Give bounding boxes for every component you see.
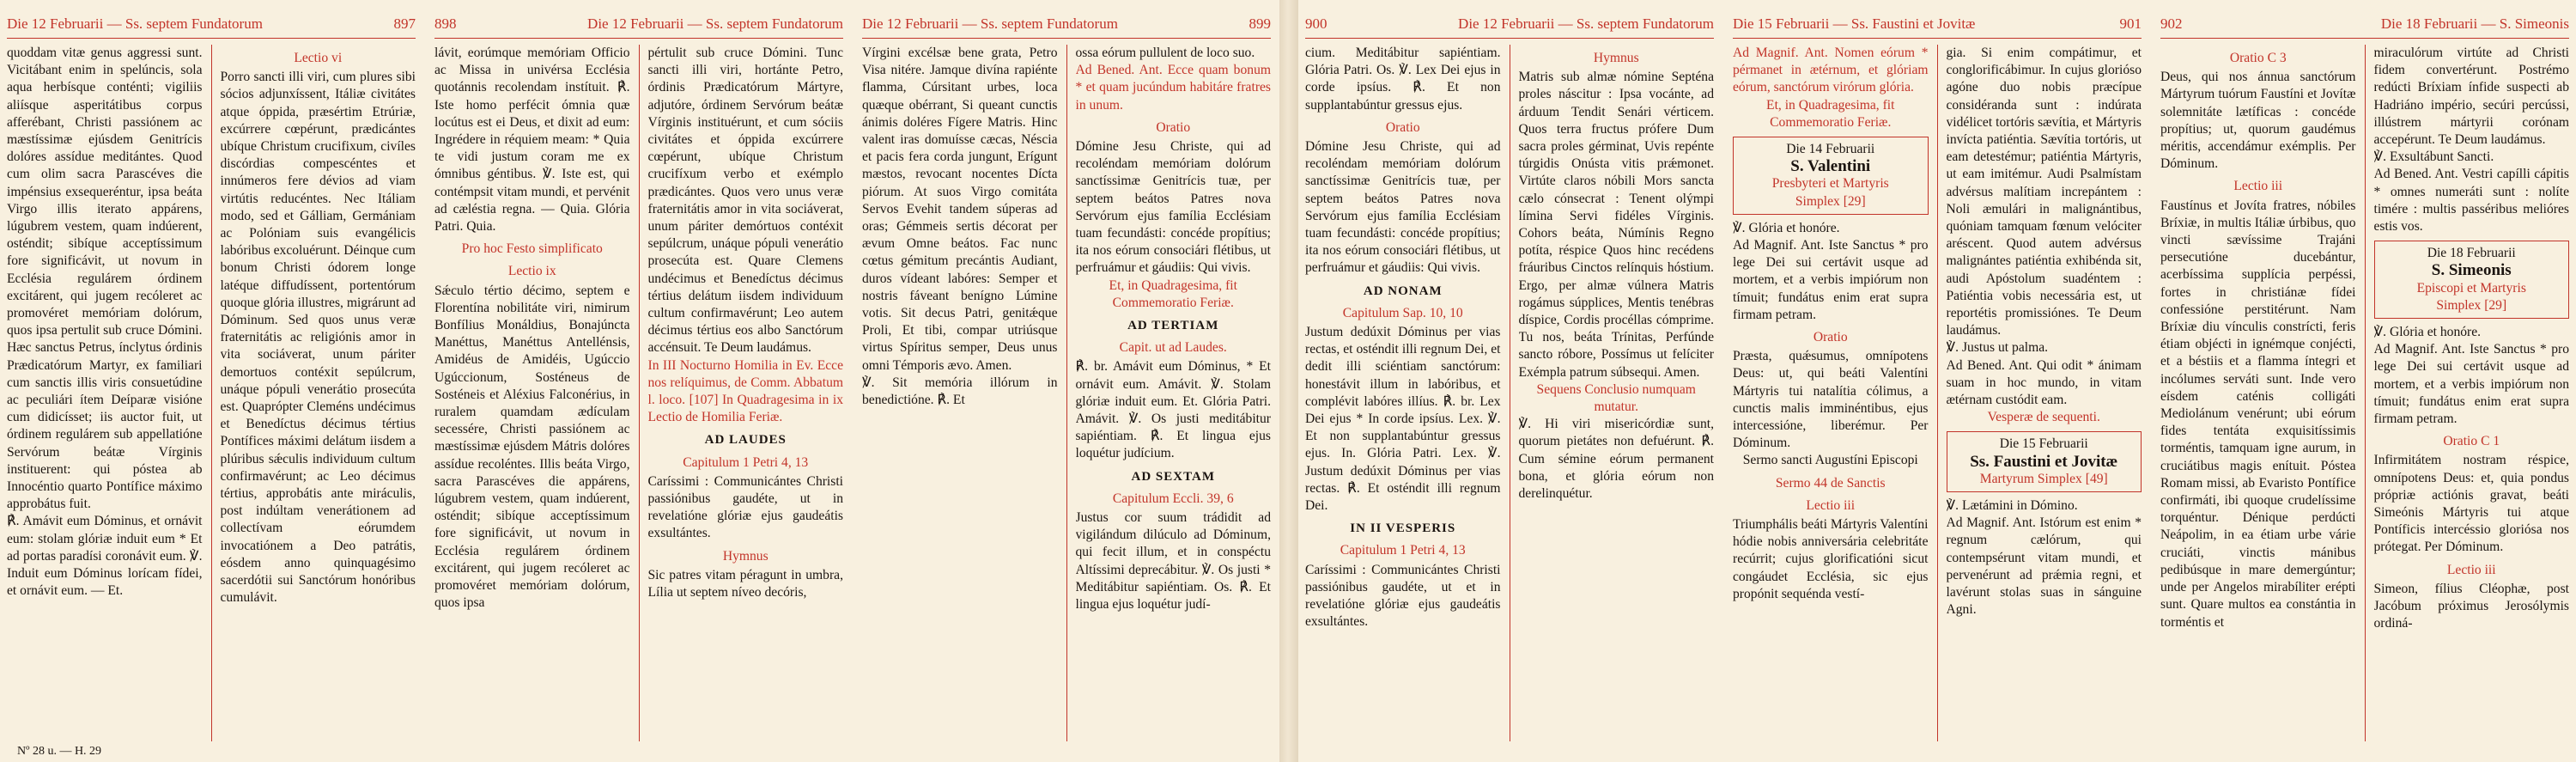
feast-class: Simplex [29] — [2436, 297, 2507, 313]
rubric: In III Nocturno Homilia in Ev. Ecce nos relíquimus, de Comm. Abbatum l. loco. [107] In Quadragesima in ix Lectio de Homilia Feriæ. — [647, 357, 843, 425]
versicle: ℣. Justus ut palma. — [1946, 340, 2049, 356]
oratio-heading: Oratio — [1385, 119, 1420, 135]
feast-date: Die 18 Februarii — [2427, 246, 2516, 261]
chapter-heading: Capitulum Eccli. 39, 6 — [1112, 491, 1234, 506]
chapter-text: Caríssimi : Communicántes Christi passiónibus gaudéte, ut et in revelatióne glóriæ ejus gaudeátis exsultántes. — [1305, 562, 1501, 630]
running-title: Die 18 Februarii — S. Simeonis — [2380, 15, 2569, 32]
oratio-heading: Oratio — [2229, 51, 2264, 65]
column-1 — [1305, 45, 1501, 741]
lesson-text: quoddam vitæ genus aggressi sunt. Vicitábant enim in spelúncis, sola aqua herbísque conténti; vigiliis aliísque asperitátibus corpus afferébant, Christi passiónem ac mæstíssimæ ejúsdem Genitrícis dolóres assídue meditántes. Quod cum olim sacra Parascéves die impénsius exsequeréntur, ipsa beáta Virgo illis iterato appárens, lúgubrem vestem, quam indúerent, osténdit; sibíque acceptíssimum fore significávit, ut novum in Ecclésia regulárem órdinem excitárent, qui jugem recóleret ac promovéret memóriam dolórum, quos ipsa pertulit sub cruce Dómini. Hæc sanctus Petrus, ínclytus órdinis Prædicatórum Martyr, ex familiari cum sanctis illis viris consuetúdine ac peculiári ítem Deíparæ visióne cum didicísset; iis auctor fuit, ut órdinem regulárem sub appellatióne Servórum beátæ Vírginis instituerent: qui póstea ab Innocéntio quarto Pontífice máximo approbátus fuit. — [7, 46, 203, 512]
page-897 — [0, 0, 422, 762]
sermon-title: Sermo sancti Augustíni Episcopi — [1742, 453, 1918, 468]
versicle: ℣. Exsultábunt Sancti. — [2373, 149, 2494, 165]
responsory: ℟. br. Amávit eum Dóminus, * Et ornávit eum. Amávit. ℣. Stolam glóriæ induit eum. Et. Glória Patri. Amávit. ℣. Os justi meditábitur sapiéntiam. ℟. Et lingua ejus loquétur judícium. — [1075, 359, 1271, 461]
feast-name: S. Simeonis — [2431, 261, 2512, 280]
lesson-text: Triumphális beáti Mártyris Valentíni hódie nobis anniversária celebritáte recúrrit; cujus glorificatióni sicut congáudet Ecclésia, sic ejus propónit sequénda vestí- — [1733, 517, 1929, 601]
chapter-heading: Capitulum 1 Petri 4, 13 — [1340, 543, 1466, 558]
feast-box — [1733, 137, 1929, 215]
sermon-ref: Sermo 44 de Sanctis — [1775, 475, 1886, 491]
hour-heading: AD NONAM — [1363, 283, 1443, 298]
column-2 — [2374, 45, 2570, 741]
lesson-text: lávit, eorúmque memóriam Officio ac Missa in univérsa Ecclésia quotánnis recolendam instítuit. ℟. Iste homo perfécit ómnia quæ locútus est ei Deus, et dixit ad eum: Ingrédere in réquiem meam: * Quia te vidi justum coram me ex ómnibus géntibus. ℣. Iste est, qui contémpsit vitam mundi, et pervénit ad cæléstia regna. — Quia. Glória Patri. Quia. — [434, 46, 630, 235]
lesson-heading: Lectio vi — [294, 51, 343, 65]
versicle-cont: ossa eórum pullulent de loco suo. — [1075, 46, 1255, 60]
signature-mark: Nº 28 u. — H. 29 — [17, 745, 102, 758]
lesson-text: Faustínus et Jovíta fratres, nóbiles Bríxiæ, in multis Itáliæ úrbibus, quo vincti sævíssime Trajáni persecutióne ducebántur, acerbíssima supplícia perpéssi, fortes in christiánæ fídei confessióne perstitérunt. Nam Bríxiæ diu vínculis constrícti, feris étiam objécti in ignémque conjécti, et a béstiis et a flamma íntegri et incólumes serváti sunt. Inde vero eísdem caténis colligáti Mediolánum venérunt; ubi eórum fides tentáta exquisitíssimis torméntis, tamquam igne aurum, in cruciátibus magis enítuit. Póstea Romam missi, ab Evaristo Pontífice confirmáti, ibi quoque crudelíssime torquéntur. Dénique perdúcti Neápolim, in ea étiam urbe várie cruciáti, vinctis mánibus pedibúsque in mare demergúntur; unde per Angelos mirabíliter erépti sunt. Quare multos ea constántia in torméntis et — [2160, 198, 2356, 630]
lesson-heading: Lectio iii — [2233, 179, 2283, 194]
column-1 — [7, 45, 203, 741]
antiphon: Ad Bened. Ant. Qui odit * ánimam suam in hoc mundo, in vitam ætérnam custódit eam. — [1946, 357, 2142, 408]
feast-rank: Episcopi et Martyris — [2416, 280, 2526, 296]
feast-class: Simplex [29] — [1795, 193, 1866, 209]
running-head — [1305, 12, 1714, 39]
book-gutter — [1278, 0, 1298, 762]
running-head — [2160, 12, 2569, 39]
oratio-heading: Oratio — [1156, 119, 1191, 135]
hour-heading: AD SEXTAM — [1131, 469, 1215, 484]
oratio-text: Infirmitátem nostram réspice, omnípotens Deus: et, quia pondus própriæ actiónis gravat, beáti Simeónis Mártyris tui atque Pontíficis intercéssio gloriósa nos prótegat. Per Dóminum. — [2373, 453, 2569, 555]
feast-box — [2374, 241, 2570, 319]
page-number: 902 — [2160, 15, 2183, 32]
page-number: 900 — [1305, 15, 1327, 32]
responsory: ℟. Amávit eum Dóminus, et ornávit eum: stolam glóriæ induit eum * Et ad portas paradísi coronávit eum. ℣. Induit eum Dóminus lorícam fídei, et ornávit eum. — Et. — [7, 514, 203, 599]
feast-rank: Presbyteri et Martyris — [1771, 176, 1889, 192]
versicle: ℣. Glória et honóre. — [1733, 220, 1840, 235]
lesson-text: Sǽculo tértio décimo, septem e Florentína nobilitáte viri, nimirum Bonfílius Monáldius, Bonajúncta Manéttus, Manéttus Antellénsis, Amidéus de Amidéis, Ugúccio Ugúccionum, Sosténeus de Sosténeis et Aléxius Falconérius, in ruralem quamdam ædículam secessére, Christi passiónem ac mæstíssimæ ejúsdem Mátris dolóres assídue recoléntes. Illis beáta Virgo, sacra Parascéves die appárens, lúgubrem vestem, quam indúerent, osténdit; sibíque acceptíssimum fore significávit, ut novum in Ecclésia regulárem órdinem excitárent, qui jugem recóleret ac promovéret memóriam dolórum, quos ipsa — [434, 283, 630, 611]
page-899 — [855, 0, 1278, 762]
page-number: 897 — [393, 15, 416, 32]
page-number: 901 — [2119, 15, 2142, 32]
responsory: cium. Meditábitur sapiéntiam. Glória Patri. Os. ℣. Lex Dei ejus in corde ipsíus. ℟. Et non supplantabúntur gressus ejus. — [1305, 46, 1501, 113]
running-head — [434, 12, 843, 39]
running-title: Die 12 Februarii — Ss. septem Fundatorum — [862, 15, 1118, 32]
right-book — [1298, 0, 2576, 762]
rubric: Et, in Quadragesima, fit Commemoratio Feriæ. — [1766, 97, 1895, 130]
antiphon: Ad Magnif. Ant. Istórum est enim * regnum cælórum, qui contempsérunt vitam mundi, et pervenérunt ad prǽmia regni, et lavérunt stolas suas in sánguine Agni. — [1946, 515, 2142, 618]
chapter-text: Caríssimi : Communicántes Christi passiónibus gaudéte, ut in revelatióne glóriæ ejus gaudeátis exsultántes. — [647, 473, 843, 541]
oratio-text: Deus, qui nos ánnua sanctórum Mártyrum tuórum Faustíni et Jovítæ solemnitáte lætíficas : concéde propítius; ut, quorum gaudémus méritis, accendámur exémplis. Per Dóminum. — [2160, 70, 2356, 172]
page-901 — [1726, 0, 2148, 762]
versicle: ℣. Lætámini in Dómino. — [1946, 498, 2078, 514]
chapter-text: Justus cor suum trádidit ad vigilándum dilúculo ad Dóminum, qui fecit illum, et in conspéctu Altíssimi deprecábitur. ℣. Os justi * Meditábitur sapiéntiam. Os. ℟. Et lingua ejus loquétur judí- — [1075, 510, 1271, 613]
running-title: Die 12 Februarii — Ss. septem Fundatorum — [1458, 15, 1714, 32]
lesson-heading: Lectio iii — [1806, 497, 1856, 513]
hymn-text: Vírgini excélsæ bene grata, Petro Visa nitére. Jamque divína rapiénte flamma, Cúrsitant urbes, loca quæque obérrant, Si queant cunctis ánimis doléres Fígere Matris. Hinc valent iras domuísse cæcas, Néscia et pacis fera corda jungunt, Erígunt mæstos, revocant nocentes Dícta piórum. At suos Virgo comitáta Servos Evehit tandem súperas ad oras; Gémmeis sertis décorat per ævum Omne beátos. Fac nunc cœtus gémitum precántis Audiant, duros vídeant labóres: Semper et nostris fáveant benígno Lúmine votis. Sit decus Patri, genitǽque Proli, Et tibi, compar utriúsque virtus Spíritus semper, Deus unus omni Témporis ævo. Amen. — [862, 46, 1058, 373]
lesson-text: gia. Si enim compátimur, et conglorificábimur. In cujus glorióso agóne duo nobis præcípue considéranda sunt : indúrata vidélicet tortóris sævítia, et Mártyris invícta patiéntia. Sævítia tortóris, ut eam detestémur; patiéntia Mártyris, ut eam imitémur. Audi Psalmístam advérsus malítiam increpántem : Noli æmulári in malignántibus, quóniam tamquam fœnum velóciter aréscent. Quod autem advérsus malignántes patiéntia exhibénda sit, audi Apóstolum suadéntem : Patiéntia vobis necessária est, ut reportétis promissiónes. Te Deum laudámus. — [1946, 46, 2142, 338]
oratio-ref: C 1 — [2481, 434, 2500, 449]
column-2 — [221, 45, 416, 741]
feast-rank: Martyrum Simplex [49] — [1979, 471, 2108, 486]
column-2 — [648, 45, 844, 741]
lesson-heading: Lectio iii — [2446, 562, 2496, 577]
lesson-text: Simeon, fílius Cléophæ, post Jacóbum próximus Jerosólymis ordiná- — [2373, 581, 2569, 631]
hymn-heading: Hymnus — [722, 548, 769, 564]
running-head — [7, 12, 416, 39]
column-1 — [1733, 45, 1929, 741]
lesson-text: miraculórum virtúte ad Christi fidem convertérunt. Postrémo redúcti Bríxiam ínfide suspecti ab Hadriáno império, secúri percússi, illústrem mártyrii corónam accepérunt. Te Deum laudámus. — [2373, 46, 2569, 148]
antiphon: Ad Magnif. Ant. Iste Sanctus * pro lege Dei sui certávit usque ad mortem, et a verbis impiórum non tímuit; fundátus enim erat supra firmam petram. — [2373, 342, 2569, 427]
feast-name: Ss. Faustini et Jovitæ — [1970, 452, 2118, 471]
feast-box — [1947, 431, 2142, 492]
antiphon: Ad Bened. Ant. Ecce quam bonum * et quam jucúndum habitáre fratres in unum. — [1075, 63, 1271, 113]
antiphon: Ad Bened. Ant. Vestri capílli cápitis * omnes numeráti sunt : nolíte timére : multis passéribus melióres estis vos. — [2373, 167, 2569, 235]
feast-name: S. Valentini — [1790, 157, 1871, 176]
page-902 — [2154, 0, 2576, 762]
antiphon: Ad Magnif. Ant. Nomen eórum * pérmanet in ætérnum, et glóriam eórum, sanctórum virórum glória. — [1733, 46, 1929, 95]
oratio-text: Dómine Jesu Christe, qui ad recoléndam memóriam dolórum sanctíssimæ Genitrícis tuæ, per septem beátos Patres nova Servórum ejus família Ecclésiam tuam fecundásti: concéde propítius; ita nos eórum consociári flétibus, ut perfruámur et gáudiis: Qui vivis. — [1305, 139, 1501, 276]
chapter-heading: Capitulum Sap. 10, 10 — [1342, 305, 1463, 320]
column-1 — [2160, 45, 2356, 741]
hour-heading: IN II VESPERIS — [1350, 521, 1456, 536]
hymn-heading: Hymnus — [1593, 51, 1639, 65]
running-title: Die 12 Februarii — Ss. septem Fundatorum — [587, 15, 843, 32]
chapter-text: Justum dedúxit Dóminus per vias rectas, et osténdit illi regnum Dei, et dedit illi sciéntiam sanctórum: honestávit illum in labóribus, et complévit labóres illíus. ℟. br. Lex Dei ejus * In corde ipsíus. Lex. ℣. Et non supplantabúntur gressus ejus. In. Glória Patri. Lex. ℣. Justum dedúxit Dóminus per vias rectas. ℟. Et osténdit illi regnum Dei. — [1305, 325, 1501, 514]
lesson-text: Porro sancti illi viri, cum plures sibi sócios adjunxíssent, Itáliæ civitátes atque óppida, præsértim Etrúriæ, excúrrere cœpérunt, prædicántes ubíque Christum crucifixum, civíles discórdias compescéntes et innúmeros fere dévios ad viam virtútis reducéntes. Nec Itáliam modo, sed et Gálliam, Germániam ac Polóniam suis evangélicis labóribus excoluérunt. Déinque cum bonum Christi ódorem longe latéque diffudíssent, portentórum quoque glória illustres, migrárunt ad Dóminum. Sed quos unus veræ fraternitátis ac religiónis amor in vita sociáverat, unum páriter demortuos contéxit sepúlcrum, unáque pópuli venerátio prosecúta est. Quaprópter Cleméns undécimus et Benedíctus décimus tértius Pontífices máximi delátum iisdem a plúribus sǽculis individuum cultum confirmavérunt; ac Leo décimus tértius, approbátis ante miráculis, post indúltam venerátionem ad collectívam eórumdem invocatiónem a Deo patrátis, eósdem anno quinquagésimo sacerdótii sui Sanctórum honóribus cumulávit. — [220, 70, 416, 606]
oratio-heading: Oratio — [2443, 434, 2478, 449]
page-898 — [428, 0, 850, 762]
lesson-text: pértulit sub cruce Dómini. Tunc sancti illi viri, hortánte Petro, órdinis Prædicatórum Mártyre, adjutóre, órdinem Servórum beátæ Vírginis instituérunt, et cum sóciis civitátes et óppida excúrrere cœpérunt, ubíque Christum crucifíxum verbo et exémplo prædicántes. Quos vero unus veræ fraternitátis amor in vita sociáverat, unum páriter demórtuos contéxit sepúlcrum, unáque pópuli venerátio prosecúta est. Quare Clemens undécimus et Benedíctus décimus tértius delátum iisdem individuum cultum confirmavérunt; Leo autem décimus tértius eos albo Sanctórum accénsuit. Te Deum laudámus. — [647, 46, 843, 356]
feast-date: Die 14 Februarii — [1786, 142, 1875, 157]
page-number: 898 — [434, 15, 457, 32]
running-head — [862, 12, 1271, 39]
page-900 — [1298, 0, 1721, 762]
rubric: Vesperæ de sequenti. — [1987, 410, 2100, 425]
hymn-text: Matris sub almæ nómine Septéna proles náscitur : Ipsa vocánte, ad árduum Tendit Senári vérticem. Quos terra fructus prófere Dum sacra proles gérminat, Uvis repénte túrgidis Onústa vitis prǽmonet. Virtúte claros nóbili Mors sancta cælo cónsecrat : Tenent olýmpi límina Servi fidéles Vírginis. Cohors beáta, Númínis Regno potíta, réspice Quos hinc recédens fráuribus Cinctos relínquis hóstium. Ergo, per almæ vúlnera Matris rogámus súpplices, Mentis tenébras díspice, Cordis procéllas cómprime. Tu nos, beáta Trínitas, Perfúnde sancto róbore, Possímus ut felíciter Exémpla patrum súbsequi. Amen. — [1518, 70, 1714, 380]
versicle: ℣. Hi viri misericórdiæ sunt, quorum pietátes non defuérunt. ℟. Cum sémine eórum permanent bona, et glória eórum non derelinquétur. — [1518, 417, 1714, 502]
page-number: 899 — [1249, 15, 1271, 32]
running-head — [1733, 12, 2142, 39]
column-2 — [1947, 45, 2142, 741]
hour-heading: AD LAUDES — [704, 433, 787, 448]
rubric: Sequens Conclusio numquam mutatur. — [1536, 381, 1696, 415]
running-title: Die 15 Februarii — Ss. Faustini et Jovitæ — [1733, 15, 1976, 32]
column-2 — [1076, 45, 1272, 741]
oratio-text: Dómine Jesu Christe, qui ad recoléndam memóriam dolórum sanctíssimæ Genitrícis tuæ, per septem beátos Patres nova Servórum ejus família Ecclésiam tuam fecundásti: concéde propítius; ita nos eórum consociári flétibus, ut perfruámur et gáudiis: Qui vivis. — [1075, 139, 1271, 276]
chapter-heading: Capitulum 1 Petri 4, 13 — [683, 454, 809, 470]
hymn-text: Sic patres vitam péragunt in umbra, Lília ut septem níveo decóris, — [647, 567, 843, 600]
oratio-ref: C 3 — [2267, 51, 2287, 65]
column-1 — [434, 45, 630, 741]
feast-date: Die 15 Februarii — [1999, 436, 2088, 452]
versicle: ℣. Sit memória illórum in benedictióne. ℟. Et — [862, 375, 1058, 408]
left-book — [0, 0, 1279, 762]
chapter-heading: Capit. ut ad Laudes. — [1119, 340, 1227, 356]
column-1 — [862, 45, 1058, 741]
oratio-heading: Oratio — [1813, 330, 1848, 345]
column-2 — [1519, 45, 1715, 741]
rubric: Pro hoc Festo simplificato — [461, 241, 603, 257]
lesson-heading: Lectio ix — [507, 264, 556, 279]
versicle: ℣. Glória et honóre. — [2373, 325, 2482, 340]
antiphon: Ad Magnif. Ant. Iste Sanctus * pro lege Dei sui certávit usque ad mortem, et a verbis impiórum non tímuit; fundátus enim erat supra firmam petram. — [1733, 238, 1929, 322]
running-title: Die 12 Februarii — Ss. septem Fundatorum — [7, 15, 263, 32]
rubric: Et, in Quadragesima, fit Commemoratio Feriæ. — [1109, 277, 1237, 310]
hour-heading: AD TERTIAM — [1127, 319, 1219, 333]
oratio-text: Præsta, quǽsumus, omnípotens Deus: ut, qui beáti Valentíni Mártyris tui natalítia cólimus, a cunctis malis imminéntibus, ejus intercessióne, liberémur. Per Dóminum. — [1733, 349, 1929, 451]
